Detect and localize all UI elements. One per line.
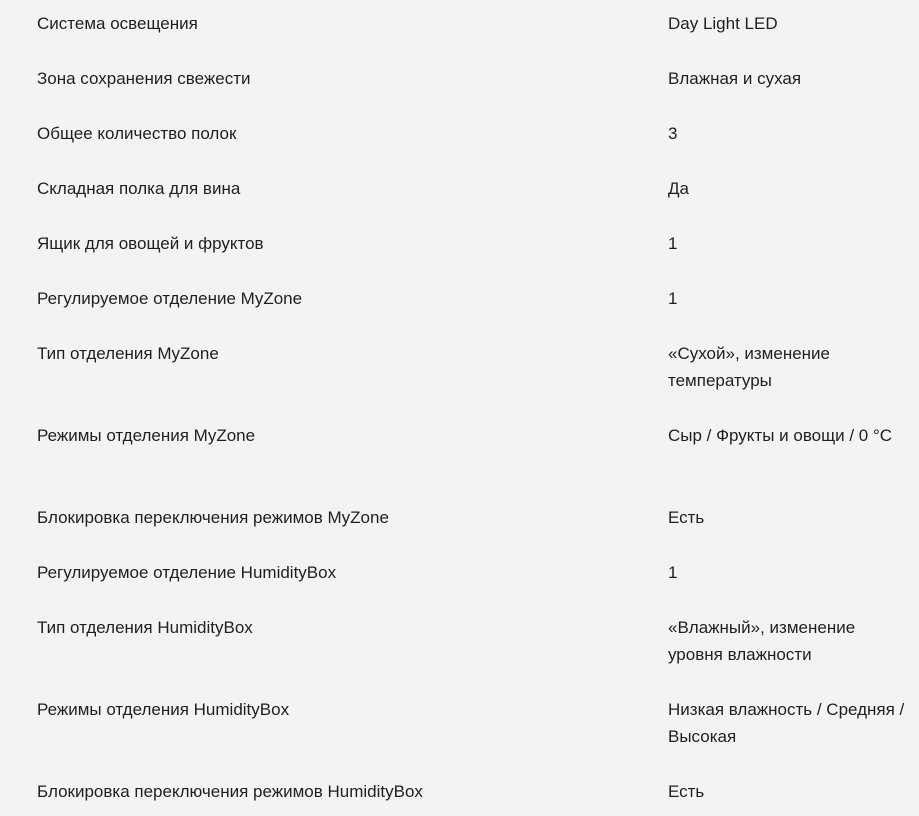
spec-value: Есть [668,508,705,527]
spec-value: «Сухой», изменение температуры [668,344,831,390]
spec-value: Низкая влажность / Средняя / Высокая [668,700,905,746]
spec-value: Да [668,179,689,198]
spec-name: Тип отделения HumidityBox [37,618,253,637]
spec-value: Сыр / Фрукты и овощи / 0 °C [668,426,893,445]
spec-name: Тип отделения MyZone [37,344,219,363]
spec-value: Day Light LED [668,14,778,33]
spec-name: Ящик для овощей и фруктов [37,234,264,253]
spec-name: Регулируемое отделение HumidityBox [37,563,337,582]
spec-value: «Влажный», изменение уровня влажности [668,618,856,664]
spec-value: 1 [668,563,678,582]
spec-value: 3 [668,124,678,143]
spec-name: Режимы отделения MyZone [37,426,256,445]
spec-name: Регулируемое отделение MyZone [37,289,303,308]
spec-name: Блокировка переключения режимов HumidityBox [37,782,423,801]
spec-name: Блокировка переключения режимов MyZone [37,508,389,527]
spec-name: Режимы отделения HumidityBox [37,700,290,719]
spec-name: Складная полка для вина [37,179,241,198]
spec-value: 1 [668,289,678,308]
spec-name: Общее количество полок [37,124,237,143]
spec-value: 1 [668,234,678,253]
spec-name: Система освещения [37,14,198,33]
spec-name: Зона сохранения свежести [37,69,251,88]
spec-value: Влажная и сухая [668,69,802,88]
spec-value: Есть [668,782,705,801]
